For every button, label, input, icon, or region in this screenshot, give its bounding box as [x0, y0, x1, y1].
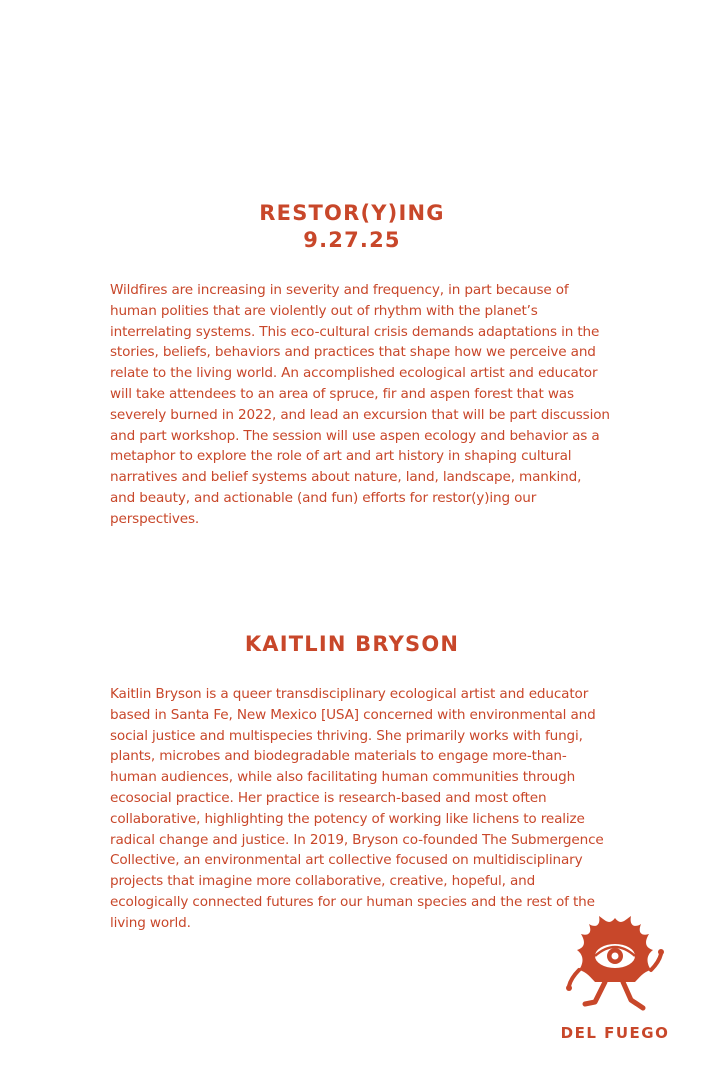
event-title: RESTOR(Y)ING [259, 201, 445, 225]
speaker-name: KAITLIN BRYSON [244, 632, 460, 656]
del-fuego-logo [550, 912, 680, 1052]
event-description: Wildfires are increasing in severity and frequency, in part because of human polities that are violently out of rhythm with the planet’s interrelating systems. This eco-cultural crisis demands adaptations in the stories, beliefs, behaviors and practices that shape how we perceive and relate to the living world. An accomplished ecological artist and educator will take attendees to an area of spruce, fir and aspen forest that was severely burned in 2022, and lead an excursion that will be part discussion and part workshop. The session will use aspen ecology and behavior as a metaphor to explore the role of art and art history in shaping cultural narratives and belief systems about nature, land, landscape, mankind, and beauty, and actionable (and fun) efforts for restor(y)ing our perspectives. [110, 282, 610, 527]
speaker-bio: Kaitlin Bryson is a queer transdisciplinary ecological artist and educator based in Santa Fe, New Mexico [USA] concerned with environmental and social justice and multispecies thriving. She primarily works with fungi, plants, microbes and biodegradable materials to engage more-than-human audiences, while also facilitating human communities through ecosocial practice. Her practice is research-based and most often collaborative, highlighting the potency of working like lichens to realize radical change and justice. In 2019, Bryson co-founded The Submergence Collective, an environmental art collective focused on multidisciplinary projects that imagine more collaborative, creative, hopeful, and ecologically connected futures for our human species and the rest of the living world. [110, 686, 604, 931]
flame-mascot-icon [565, 912, 665, 1018]
logo-wordmark: DEL FUEGO [560, 1024, 670, 1042]
event-date: 9.27.25 [303, 228, 401, 252]
